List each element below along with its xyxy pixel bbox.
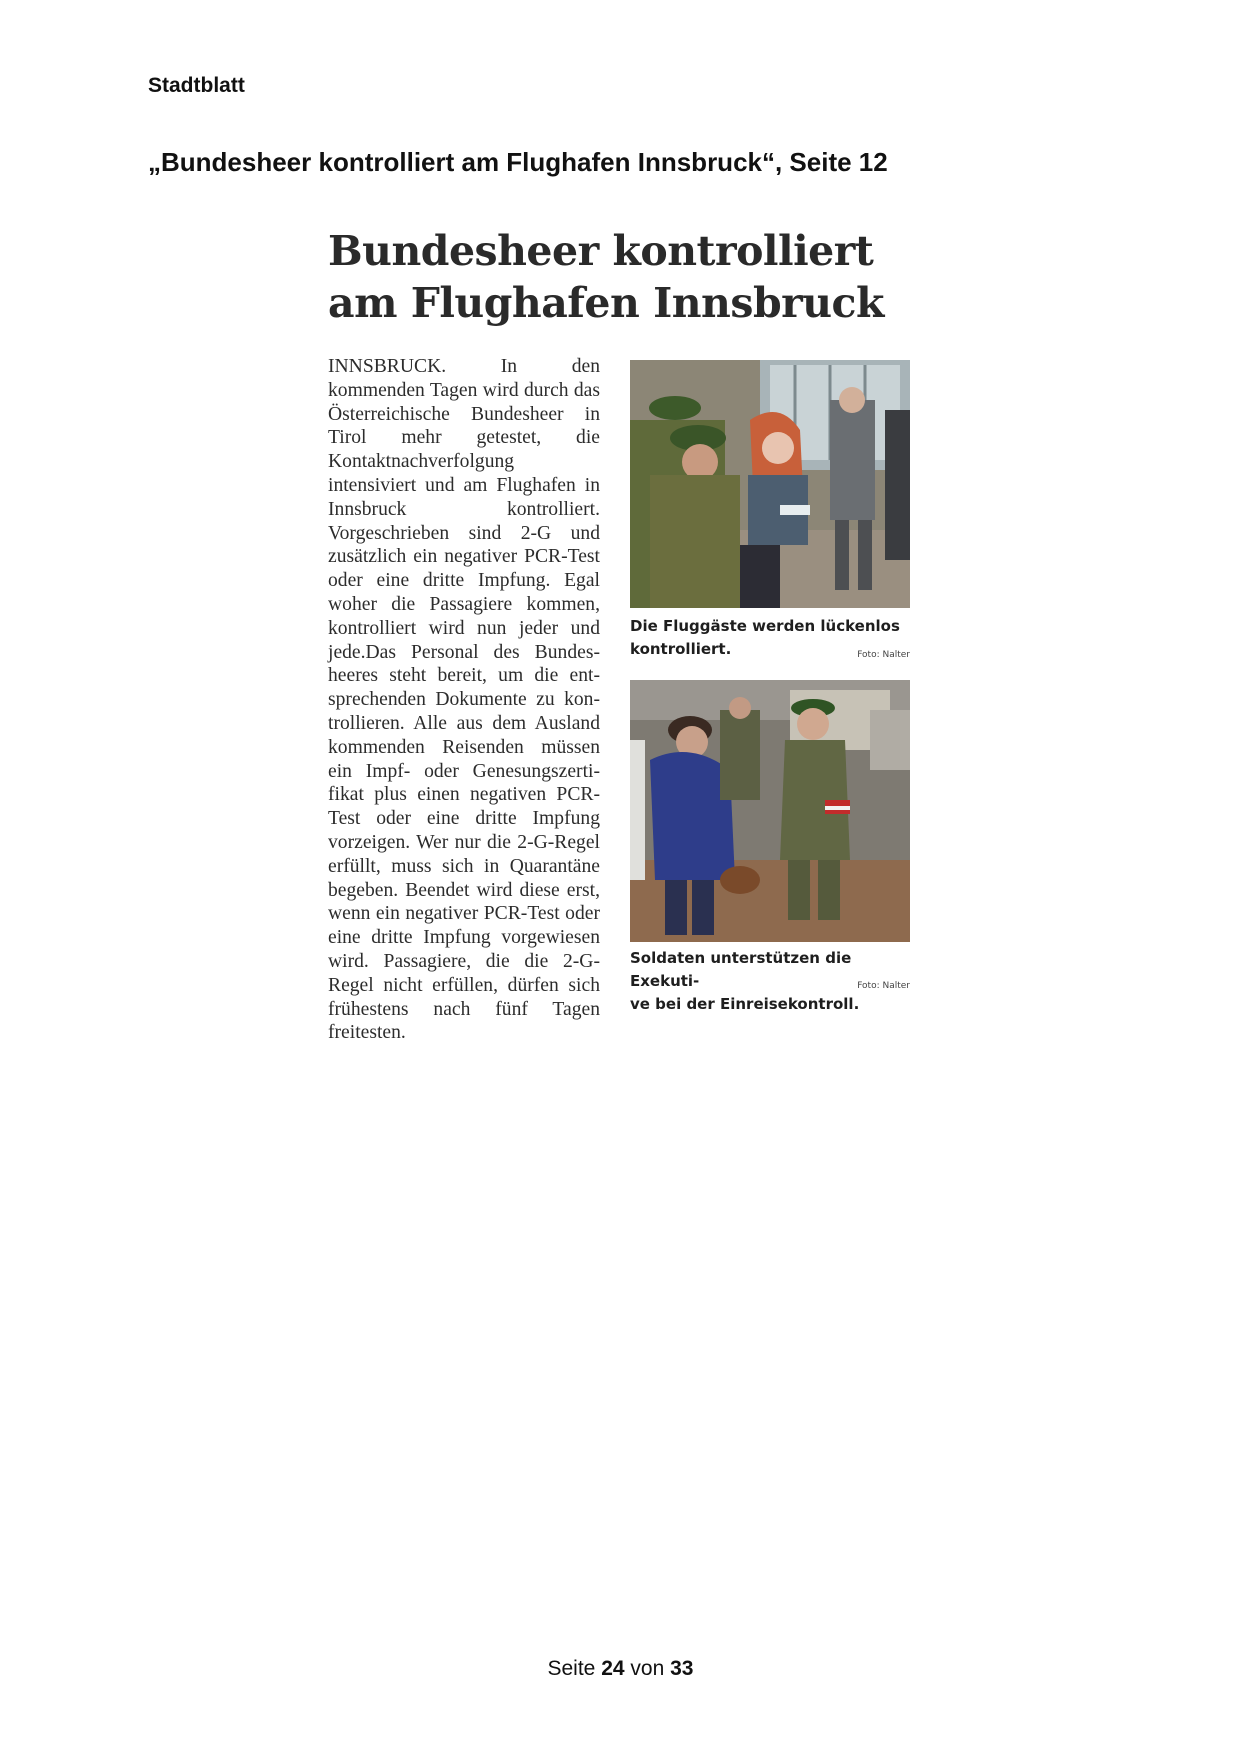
caption-2-line-2: ve bei der Einreisekontroll.: [630, 995, 860, 1013]
photo-credit-2: Foto: Nalter: [857, 981, 910, 991]
caption-1-line-1: Die Fluggäste werden lückenlos: [630, 617, 900, 635]
headline-line-1: Bundesheer kontrolliert: [328, 227, 874, 275]
photo-credit-1: Foto: Nalter: [857, 650, 910, 660]
photo-airport-check-image: [630, 360, 910, 608]
photo-soldier-control-image: [630, 680, 910, 942]
caption-2-line-1: Soldaten unterstützen die Exekuti-: [630, 949, 852, 990]
source-label: Stadtblatt: [148, 74, 245, 97]
newspaper-clipping: [322, 225, 912, 1044]
article-headline: [328, 225, 912, 329]
photo-soldier-control: [630, 680, 910, 942]
page-current: 24: [601, 1657, 625, 1680]
page-middle: von: [630, 1657, 665, 1680]
page-total: 33: [670, 1657, 694, 1680]
headline-line-2: am Flughafen Innsbruck: [328, 279, 884, 327]
document-heading: „Bundesheer kontrolliert am Flughafen Innsbruck“, Seite 12: [148, 147, 888, 177]
caption-1-line-2: kontrolliert.: [630, 640, 732, 658]
photo-airport-check: [630, 360, 910, 608]
page-number: [0, 1657, 1241, 1681]
page-prefix: Seite: [547, 1657, 596, 1680]
article-body: INNSBRUCK. In den kommenden Tagen wird durch das Österreichische Bundesheer in Tirol mehr getestet, die Kontaktnachverfolgung intensiviert und am Flughafen in Innsbruck kontrolliert. Vorgeschrieben sind 2-G und zusätzlich ein negativer PCR-Test oder eine dritte Impfung. Egal woher die Passagiere kommen, kontrolliert wird nun jeder und jede.Das Personal des Bundesheeres steht bereit, um die entsprechenden Dokumente zu kontrollieren. Alle aus dem Ausland kommenden Reisenden müssen ein Impf- oder Genesungszertifikat plus einen negativen PCR-Test oder eine dritte Impfung vorzeigen. Wer nur die 2-G-Regel erfüllt, muss sich in Quarantäne begeben. Beendet wird diese erst, wenn ein negativer PCR-Test oder eine dritte Impfung vorgewiesen wird. Passagiere, die die 2-G-Regel nicht erfüllen, dürfen sich frühestens nach fünf Tagen freitesten.: [328, 356, 600, 1044]
